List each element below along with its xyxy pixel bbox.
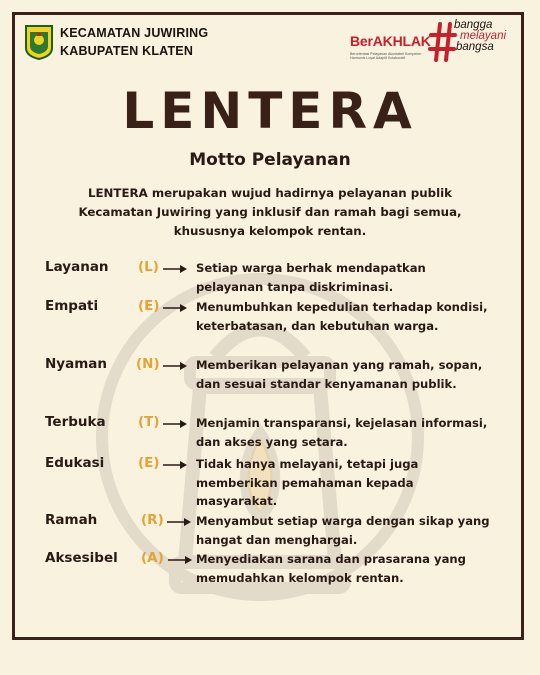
intro-paragraph: LENTERA merupakan wujud hadirnya pelayanan publik Kecamatan Juwiring yang inklusif dan ramah bagi semua, khususnya kelompok rentan. [78,186,462,238]
motto-word: Nyaman [45,356,107,372]
organization-header [24,24,208,60]
motto-word: Terbuka [45,414,106,430]
motto-word: Ramah [45,512,98,528]
motto-letter: (L) [138,259,159,275]
arrow-right-icon [167,555,193,565]
klaten-regency-emblem-icon [24,24,54,60]
motto-description: Menyambut setiap warga dengan sikap yang hangat dan menghargai. [196,514,490,547]
motto-word: Aksesibel [45,550,118,566]
arrow-right-icon [162,419,188,429]
arrow-right-icon [162,264,188,274]
motto-letter: (E) [138,298,160,314]
motto-word: Layanan [45,259,109,275]
motto-description: Menyediakan sarana dan prasarana yang memudahkan kelompok rentan. [196,552,466,585]
motto-letter: (R) [141,512,164,528]
berakhlak-tagline: Berorientasi Pelayanan Akuntabel Kompeten Harmonis Loyal Adaptif Kolaboratif [350,52,422,60]
arrow-right-icon [162,303,188,313]
motto-description: Tidak hanya melayani, tetapi juga memberikan pemahaman kepada masyarakat. [196,457,419,508]
regency-name: KABUPATEN KLATEN [60,44,194,58]
motto-letter: (A) [141,550,164,566]
motto-description: Menjamin transparansi, kejelasan informasi, dan akses yang setara. [196,416,488,449]
motto-letter: (T) [138,414,160,430]
arrow-right-icon [162,460,188,470]
berakhlak-wordmark: BerAKHLAK [350,33,431,49]
tag-bangga: bangga [454,19,493,31]
district-name: KECAMATAN JUWIRING [60,26,209,40]
motto-description: Setiap warga berhak mendapatkan pelayanan tanpa diskriminasi. [196,261,426,294]
page-title: LENTERA [122,82,418,140]
arrow-right-icon [162,361,188,371]
motto-letter: (N) [136,356,160,372]
motto-description: Menumbuhkan kepedulian terhadap kondisi, keterbatasan, dan kebutuhan warga. [196,300,488,333]
motto-description: Memberikan pelayanan yang ramah, sopan, dan sesuai standar kenyamanan publik. [196,358,483,391]
arrow-right-icon [166,517,192,527]
berakhlak-logo [350,20,510,64]
motto-letter: (E) [138,455,160,471]
motto-word: Edukasi [45,455,105,471]
tag-melayani: melayani [460,30,507,42]
page-subtitle: Motto Pelayanan [189,150,351,170]
motto-word: Empati [45,298,99,314]
tag-bangsa: bangsa [456,41,494,53]
